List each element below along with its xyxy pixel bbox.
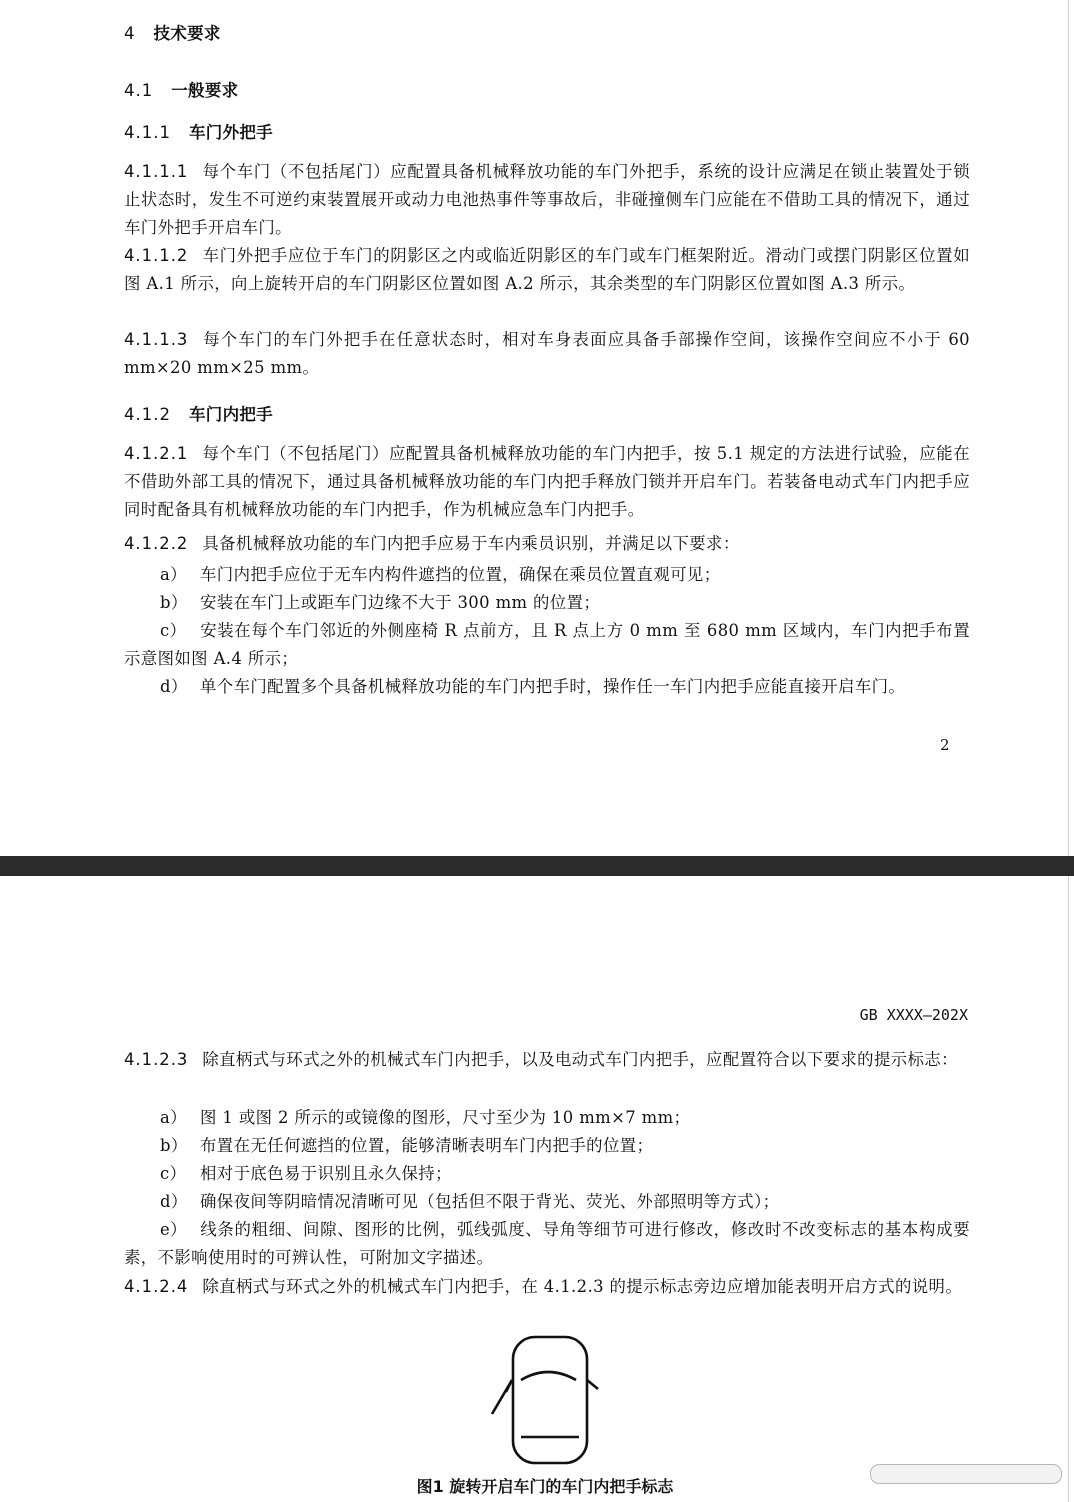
list-item [160, 561, 972, 589]
clause-text: 每个车门（不包括尾门）应配置具备机械释放功能的车门内把手，按 5.1 规定的方法进行试验，应能在不借助外部工具的情况下，通过具备机械释放功能的车门内把手释放门锁并开启车门。若装备电动式车门内把手应同时配备具有机械释放功能的车门内把手，作为机械应急车门内把手。 [124, 444, 970, 519]
section-number: 4.1.1 [124, 123, 171, 142]
section-title: 技术要求 [153, 24, 221, 43]
list-letter: d） [160, 1192, 188, 1211]
clause-text: 每个车门（不包括尾门）应配置具备机械释放功能的车门外把手，系统的设计应满足在锁止装置处于锁止状态时，发生不可逆约束装置展开或动力电池热事件等事故后，非碰撞侧车门应能在不借助工具的情况下，通过车门外把手开启车门。 [124, 162, 970, 237]
figure-caption: 图1 旋转开启车门的车门内把手标志 [416, 1477, 674, 1496]
list-text: 确保夜间等阴暗情况清晰可见（包括但不限于背光、荧光、外部照明等方式）； [200, 1192, 780, 1211]
list-item [160, 1104, 972, 1132]
clause-number: 4.1.2.3 [124, 1050, 189, 1069]
section-number: 4.1 [124, 81, 154, 100]
list-item [160, 589, 972, 617]
clause-text: 每个车门的车门外把手在任意状态时，相对车身表面应具备手部操作空间，该操作空间应不小于 60 mm×20 mm×25 mm。 [124, 330, 970, 377]
heading-4-1-2 [124, 401, 970, 425]
list-item [124, 617, 970, 673]
clause-text: 车门外把手应位于车门的阴影区之内或临近阴影区的车门或车门框架附近。滑动门或摆门阴影区位置如图 A.1 所示，向上旋转开启的车门阴影区位置如图 A.2 所示，其余类型的车门阴影区位置如图 A.3 所示。 [124, 246, 970, 293]
clause-number: 4.1.2.2 [124, 534, 189, 553]
list-letter: c） [160, 621, 187, 640]
list-letter: a） [160, 1108, 187, 1127]
list-letter: b） [160, 1136, 188, 1155]
page-gap [0, 856, 1074, 876]
list-letter: e） [160, 1220, 187, 1239]
page-edge [1068, 876, 1069, 1502]
list-text: 安装在车门上或距车门边缘不大于 300 mm 的位置； [200, 593, 601, 612]
clause-text: 除直柄式与环式之外的机械式车门内把手，在 4.1.2.3 的提示标志旁边应增加能表明开启方式的说明。 [202, 1277, 963, 1296]
list-letter: d） [160, 677, 188, 696]
list-item [160, 1132, 972, 1160]
clause-text: 除直柄式与环式之外的机械式车门内把手，以及电动式车门内把手，应配置符合以下要求的提示标志： [202, 1050, 958, 1069]
clause-number: 4.1.2.4 [124, 1277, 189, 1296]
section-title: 一般要求 [171, 81, 239, 100]
list-item [160, 1188, 972, 1216]
list-item [124, 1216, 970, 1272]
clause-4-1-1-2 [124, 242, 970, 298]
document-code: GB XXXX—202X [859, 1006, 968, 1024]
heading-4-1 [124, 77, 970, 101]
horizontal-scrollbar[interactable] [870, 1464, 1062, 1484]
clause-4-1-1-1 [124, 158, 970, 242]
clause-number: 4.1.2.1 [124, 444, 189, 463]
page-edge [1068, 0, 1069, 856]
list-text: 安装在每个车门邻近的外侧座椅 R 点前方，且 R 点上方 0 mm 至 680 mm 区域内，车门内把手布置示意图如图 A.4 所示； [124, 621, 970, 668]
clause-4-1-2-2 [124, 530, 970, 558]
clause-4-1-2-1 [124, 440, 970, 524]
list-item [160, 1160, 972, 1188]
section-number: 4.1.2 [124, 405, 171, 424]
list-letter: b） [160, 593, 188, 612]
section-title: 车门内把手 [188, 405, 273, 424]
clause-4-1-1-3 [124, 326, 970, 382]
heading-4-1-1 [124, 119, 970, 143]
list-text: 布置在无任何遮挡的位置，能够清晰表明车门内把手的位置； [200, 1136, 654, 1155]
clause-4-1-2-4 [124, 1273, 970, 1301]
list-text: 单个车门配置多个具备机械释放功能的车门内把手时，操作任一车门内把手应能直接开启车门。 [200, 677, 906, 696]
list-text: 相对于底色易于识别且永久保持； [200, 1164, 452, 1183]
list-letter: a） [160, 565, 187, 584]
clause-number: 4.1.1.1 [124, 162, 189, 181]
section-title: 车门外把手 [188, 123, 273, 142]
clause-4-1-2-3 [124, 1046, 970, 1074]
list-letter: c） [160, 1164, 187, 1183]
clause-number: 4.1.1.3 [124, 330, 189, 349]
list-item [160, 673, 972, 701]
page-number: 2 [940, 736, 950, 754]
list-text: 车门内把手应位于无车内构件遮挡的位置，确保在乘员位置直观可见； [200, 565, 721, 584]
list-text: 线条的粗细、间隙、图形的比例，弧线弧度、导角等细节可进行修改，修改时不改变标志的基本构成要素，不影响使用时的可辨认性，可附加文字描述。 [124, 1220, 970, 1267]
door-handle-symbol-icon [488, 1334, 608, 1470]
section-number: 4 [124, 24, 136, 43]
heading-4 [124, 20, 970, 44]
list-text: 图 1 或图 2 所示的或镜像的图形，尺寸至少为 10 mm×7 mm； [200, 1108, 691, 1127]
clause-number: 4.1.1.2 [124, 246, 189, 265]
clause-text: 具备机械释放功能的车门内把手应易于车内乘员识别，并满足以下要求： [202, 534, 740, 553]
